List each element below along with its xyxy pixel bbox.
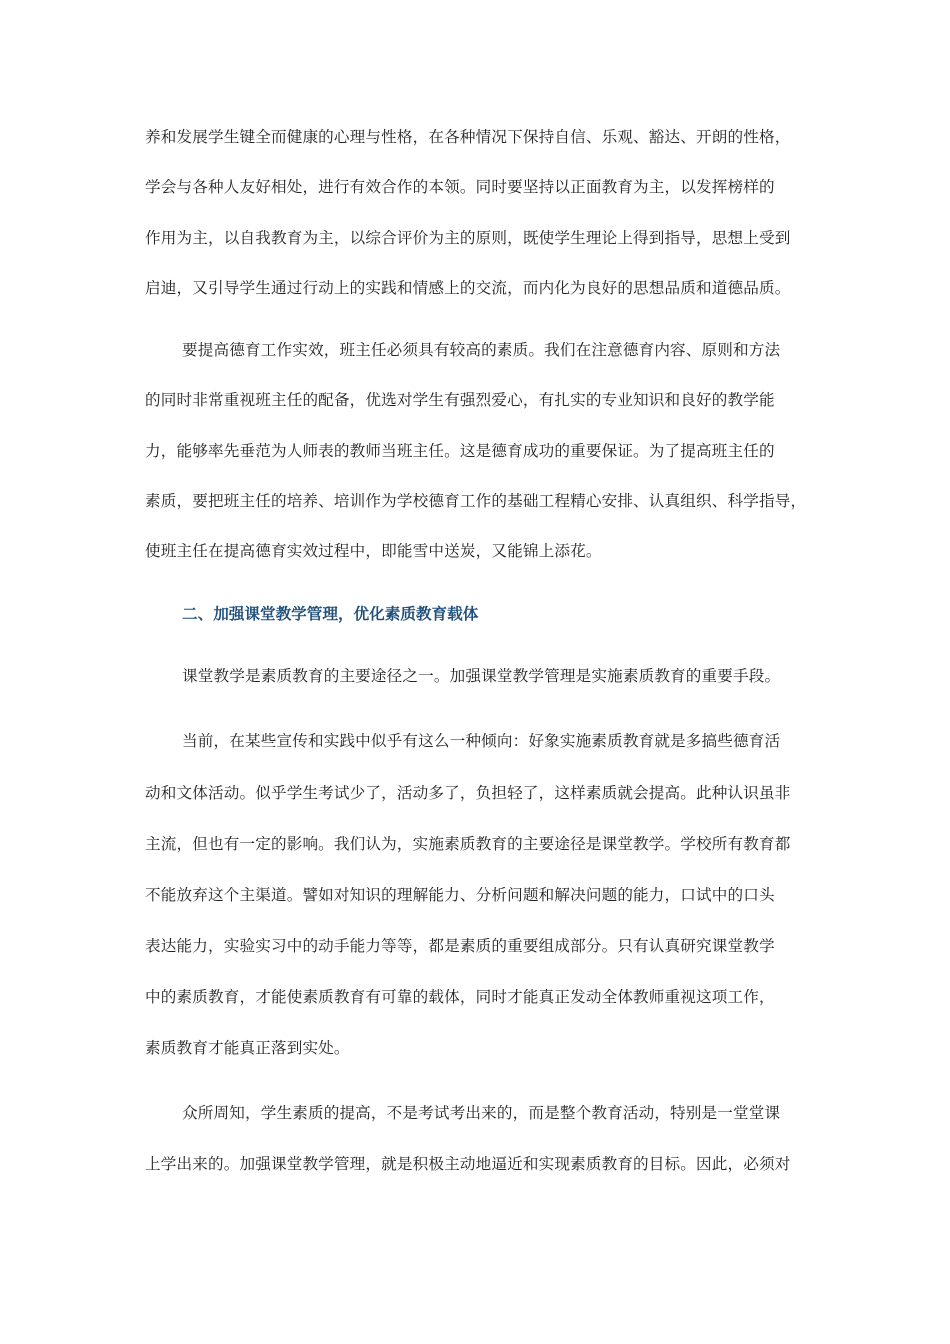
paragraph-line: 启迪，又引导学生通过行动上的实践和情感上的交流，而内化为良好的思想品质和道德品质。 (145, 279, 791, 297)
paragraph-line: 的同时非常重视班主任的配备，优选对学生有强烈爱心，有扎实的专业知识和良好的教学能 (145, 391, 775, 409)
paragraph-line: 不能放弃这个主渠道。譬如对知识的理解能力、分析问题和解决问题的能力，口试中的口头 (145, 886, 775, 904)
paragraph-line: 众所周知，学生素质的提高，不是考试考出来的，而是整个教育活动，特别是一堂堂课 (182, 1104, 781, 1122)
paragraph-line: 养和发展学生键全而健康的心理与性格，在各种情况下保持自信、乐观、豁达、开朗的性格， (145, 128, 791, 146)
paragraph-line: 素质教育才能真正落到实处。 (145, 1039, 350, 1057)
paragraph-line: 学会与各种人友好相处，进行有效合作的本领。同时要坚持以正面教育为主，以发挥榜样的 (145, 178, 775, 196)
paragraph-line: 作用为主，以自我教育为主，以综合评价为主的原则，既使学生理论上得到指导，思想上受到 (145, 229, 791, 247)
paragraph-line: 力，能够率先垂范为人师表的教师当班主任。这是德育成功的重要保证。为了提高班主任的 (145, 442, 775, 460)
paragraph-line: 上学出来的。加强课堂教学管理，就是积极主动地逼近和实现素质教育的目标。因此，必须对 (145, 1155, 791, 1173)
paragraph-line: 动和文体活动。似乎学生考试少了，活动多了，负担轻了，这样素质就会提高。此种认识虽非 (145, 784, 791, 802)
paragraph-line: 当前，在某些宣传和实践中似乎有这么一种倾向：好象实施素质教育就是多搞些德育活 (182, 732, 781, 750)
paragraph-line: 使班主任在提高德育实效过程中，即能雪中送炭，又能锦上添花。 (145, 542, 602, 560)
paragraph-line: 中的素质教育，才能使素质教育有可靠的载体，同时才能真正发动全体教师重视这项工作， (145, 988, 775, 1006)
section-heading: 二、加强课堂教学管理，优化素质教育载体 (182, 605, 479, 623)
paragraph-line: 课堂教学是素质教育的主要途径之一。加强课堂教学管理是实施素质教育的重要手段。 (182, 667, 781, 685)
paragraph-line: 要提高德育工作实效，班主任必须具有较高的素质。我们在注意德育内容、原则和方法 (182, 341, 781, 359)
paragraph-line: 表达能力，实验实习中的动手能力等等，都是素质的重要组成部分。只有认真研究课堂教学 (145, 937, 775, 955)
paragraph-line: 主流，但也有一定的影响。我们认为，实施素质教育的主要途径是课堂教学。学校所有教育都 (145, 835, 791, 853)
paragraph-line: 素质，要把班主任的培养、培训作为学校德育工作的基础工程精心安排、认真组织、科学指导， (145, 492, 807, 510)
